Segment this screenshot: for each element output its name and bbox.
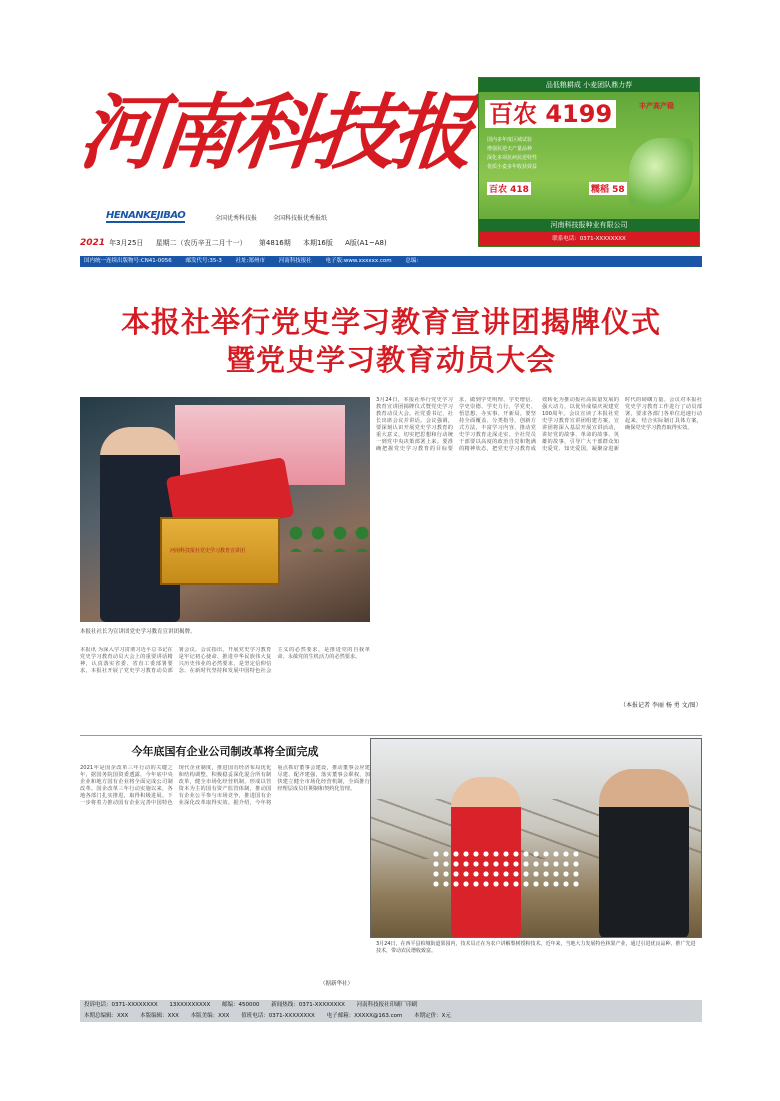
masthead	[74, 75, 476, 210]
slogan-2: 全国科技报优秀报纸	[272, 215, 327, 222]
footer-item: 邮编：450000	[222, 1002, 260, 1008]
golden-plaque	[160, 517, 280, 585]
ad-feature: 增强抗逆天产量品种	[487, 146, 533, 152]
photo-caption-2: 3月24日，在西平县柏城街道果园内，技术员正在为农户讲解梨树授粉技术。近年来，当地大力发展特色林果产业，通过引进优良品种、推广先进技术，带动农民增收致富。	[376, 941, 696, 954]
ad-tag: 丰产高产稳	[639, 102, 674, 110]
footer-row-1	[84, 1000, 698, 1011]
page-count: 本期16版	[302, 239, 333, 247]
pear-blossoms	[431, 849, 581, 889]
footer-item: 值班电话：0371-XXXXXXXX	[241, 1013, 315, 1019]
footer-item: 投诉电话：0371-XXXXXXXX	[84, 1002, 158, 1008]
slogan-1: 全国优秀科技报	[215, 215, 258, 222]
seed-advertisement	[478, 77, 700, 247]
footer-row-2	[84, 1011, 698, 1022]
footer-item: 新闻热线：0371-XXXXXXXX	[271, 1002, 345, 1008]
footer-item: 本版美编：XXX	[190, 1013, 230, 1019]
wheat-leaf-image	[629, 138, 693, 208]
ad-feature: 国内多年度区域试验	[487, 137, 533, 143]
footer-item: 本期总编辑：XXX	[84, 1013, 129, 1019]
secondary-headline: 今年底国有企业公司制改革将全面完成	[131, 745, 319, 758]
ad-feature: 深化多项抗病抗逆特性	[487, 155, 538, 161]
info-item: 总编:	[405, 258, 419, 264]
masthead-english: HENANKEJIBAO	[106, 210, 186, 221]
ad-feature-list	[487, 136, 617, 172]
main-headline	[80, 303, 702, 379]
photo-caption-1: 本报社社长为宣讲团党史学习教育宣讲团揭牌。	[80, 629, 196, 635]
plaque-text: 河南科技报社党史学习教育宣讲团	[170, 548, 246, 554]
ad-contact: 联系电话：0371-XXXXXXXX	[479, 232, 699, 246]
ad-feature: 优质小麦多年收获效益	[487, 164, 538, 170]
masthead-title: 河南科技报	[74, 85, 476, 181]
footer-item: 河南科技报社印刷厂印刷	[356, 1002, 418, 1008]
secondary-article-body: 2021年是国企改革三年行动的关键之年，据国务院国资委透露，今年底中央企业和地方国有企业将全面完成公司制改革。国企改革三年行动实施以来，各地各部门扎实推进，取得积极进展。下一步将着力推动国有企业完善中国特色现代企业制度，推进国有经济布局优化和结构调整，积极稳妥深化混合所有制改革，健全市场化经营机制，形成以管资本为主的国有资产监管体制，推动国有企业公平参与市场竞争，推进国有企业深化改革取得实效。据介绍，今年将重点抓好董事会建设，推动董事会应建尽建、配齐建强，落实董事会职权，加快建立健全市场化经营机制，全面推行经理层成员任期制和契约化管理。	[80, 765, 370, 806]
ad-variety-2: 糯稻 58	[589, 182, 627, 195]
footer-bar	[80, 1000, 702, 1022]
newspaper-page	[74, 75, 702, 1025]
info-item: 社址:郑州市	[235, 258, 265, 264]
date-day: 年3月25日	[109, 239, 144, 247]
section-divider	[80, 735, 702, 736]
unveiling-photo	[80, 397, 370, 622]
article-body-right: 3月24日，本报社举行党史学习教育宣讲团揭牌仪式暨党史学习教育动员大会。社党委书记、社长出席会议并讲话。会议强调，要深刻认识开展党史学习教育的重大意义，切实把思想和行动统一到党中央决策部署上来。要准确把握党史学习教育的目标要求，做到学史明理、学史增信、学史崇德、学史力行，学党史、悟思想、办实事、开新局。要坚持全面覆盖、分类指导，创新方式方法，丰富学习内容，推动党史学习教育走深走实。全社党员干部要以高度的政治自觉和饱满的精神状态，把党史学习教育成效转化为推动报社高质量发展的强大动力，以优异成绩庆祝建党100周年。会议宣读了本报社党史学习教育宣讲团组建方案，宣讲团将深入基层开展宣讲活动，讲好党的故事、革命的故事、英雄的故事，引导广大干部群众知史爱党、知史爱国，凝聚奋进新时代的磅礴力量。会议对本报社党史学习教育工作进行了动员部署，要求各部门各单位迅速行动起来，结合实际制订具体方案，确保党史学习教育取得实效。	[376, 397, 702, 452]
ad-brand: 百农 4199	[485, 100, 616, 128]
footer-item: 电子邮箱：XXXXX@163.com	[326, 1013, 403, 1019]
ad-top-banner: 品低粮耕成 小麦团队鼎力荐	[479, 78, 699, 92]
article-author: （本报记者 李丽 杨 勇 文/图）	[620, 702, 702, 709]
footer-item: 本版编辑：XXX	[140, 1013, 179, 1019]
info-bar	[80, 256, 702, 267]
orchard-photo	[370, 738, 702, 938]
info-item: 邮发代号:35-3	[185, 258, 222, 264]
headline-line-1: 本报社举行党史学习教育宣讲团揭牌仪式	[120, 305, 661, 339]
article-body-lower: 本报讯 为深入学习贯彻习近平总书记在党史学习教育动员大会上的重要讲话精神，认真落实省委、省直工委部署要求，本报社开展了党史学习教育动员部署会议。会议指出，开展党史学习教育是牢记初心使命、推进中华民族伟大复兴历史伟业的必然要求，是坚定信仰信念、在新时代坚持和发展中国特色社会主义的必然要求，是推进党的自我革命、永葆党的生机活力的必然要求。	[80, 647, 370, 674]
ad-company: 河南科技报种业有限公司	[479, 219, 699, 232]
info-item: 国内统一连续出版物号:CN41-0056	[84, 258, 172, 264]
potted-plants	[285, 522, 370, 552]
man-figure	[599, 769, 689, 938]
footer-item: 13XXXXXXXXX	[169, 1002, 211, 1008]
headline-line-2: 暨党史学习教育动员大会	[225, 343, 556, 377]
info-item: 电子版:www.xxxxxx.com	[325, 258, 392, 264]
date-year: 2021	[80, 238, 106, 248]
issue-number: 第4816期	[258, 239, 291, 247]
footer-item: 本期定价：X元	[414, 1013, 451, 1019]
date-weekday: 星期二（农历辛丑二月十一）	[155, 239, 247, 247]
edition: A版(A1~A8)	[345, 239, 387, 247]
info-item: 河南科技报社	[278, 258, 312, 264]
masthead-slogans	[215, 213, 341, 222]
ad-variety-1: 百农 418	[487, 182, 531, 195]
secondary-article-source: （据新华社）	[320, 981, 354, 987]
